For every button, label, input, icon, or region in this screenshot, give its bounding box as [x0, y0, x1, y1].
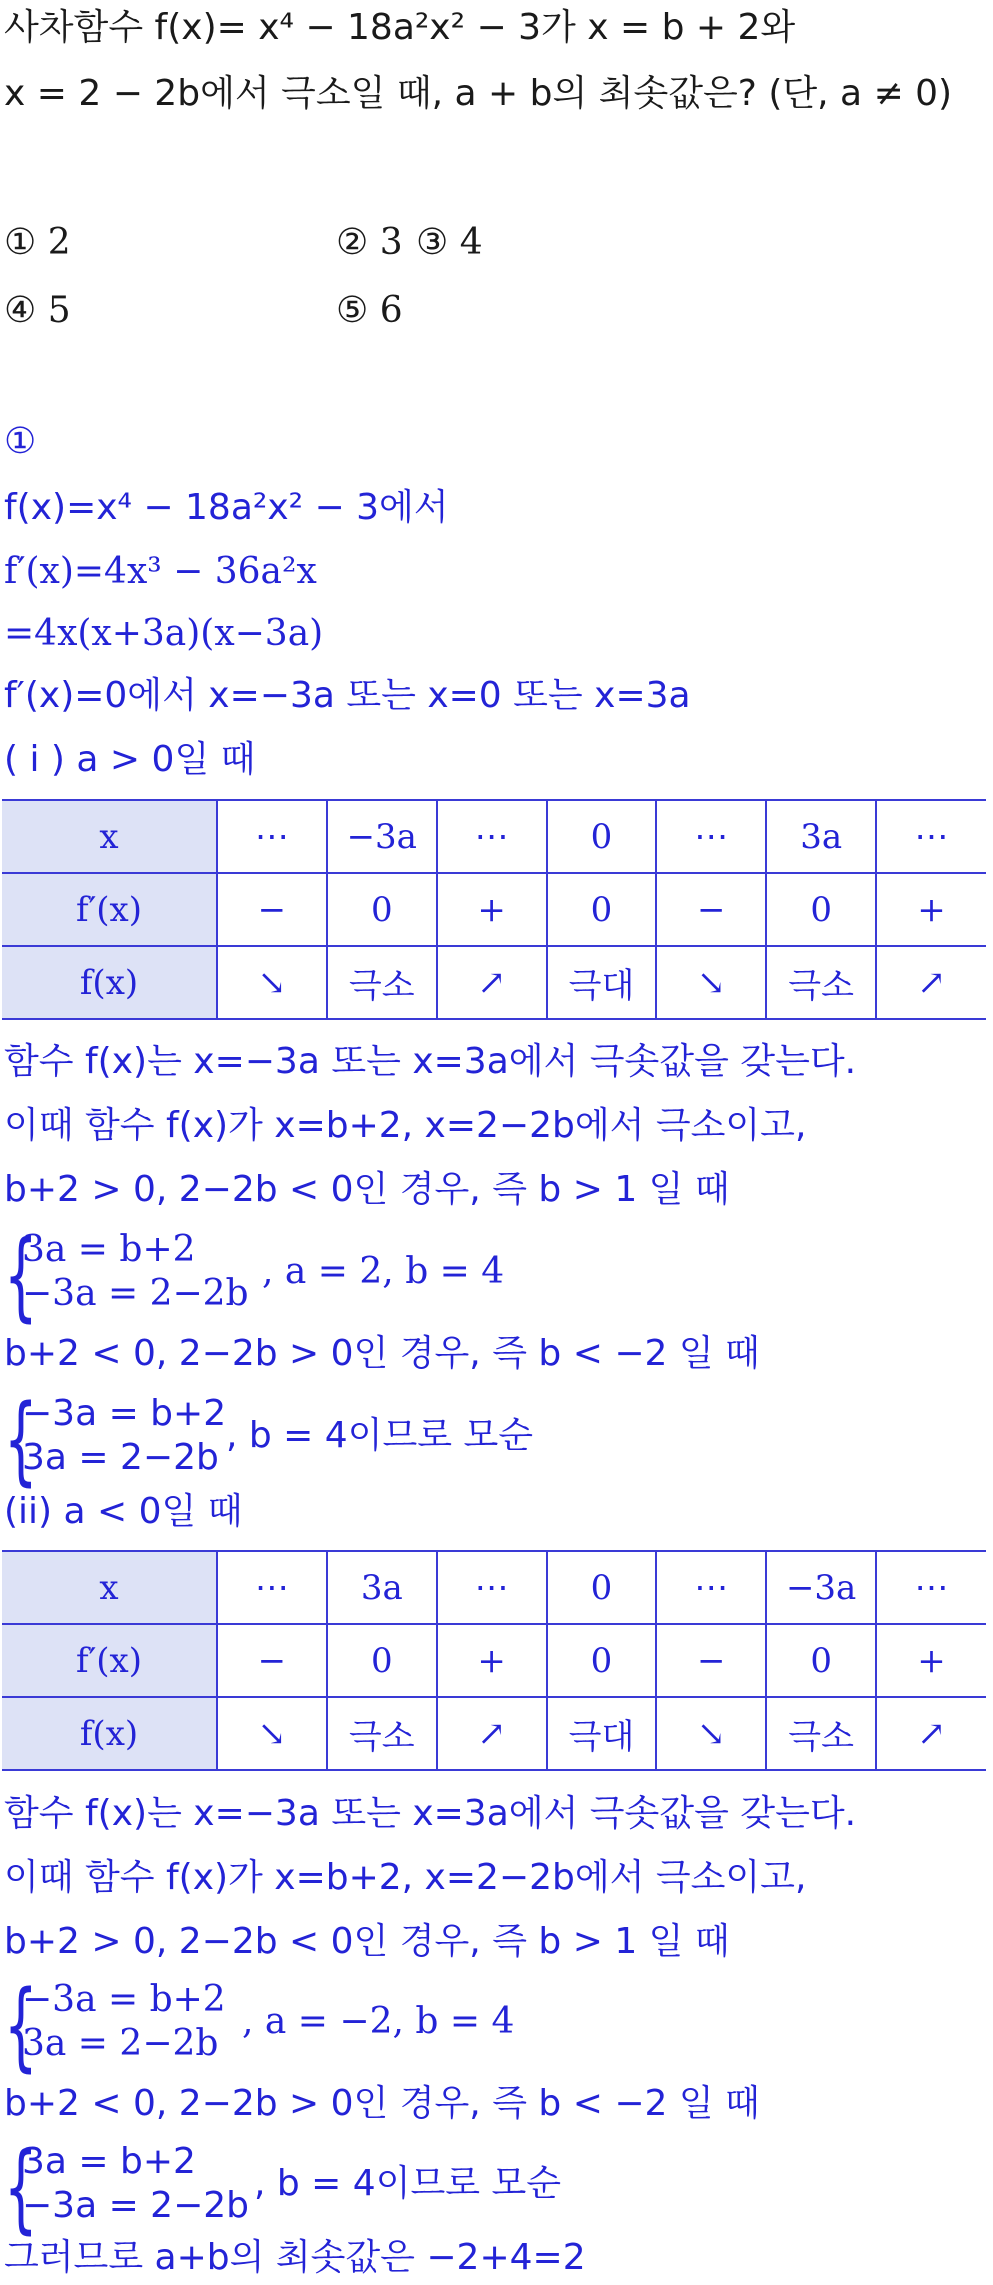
table-cell: 0	[547, 873, 657, 946]
table-cell: +	[876, 1624, 986, 1697]
table-cell: ⋯	[437, 800, 547, 873]
case-2-line-3: b+2 > 0, 2−2b < 0인 경우, 즉 b > 1 일 때	[4, 1921, 730, 1962]
equation-row: −3a = 2−2b	[22, 1273, 249, 1314]
table-row-function	[2, 946, 986, 1019]
table-cell: 0	[547, 1551, 657, 1624]
solution-step-4: f′(x)=0에서 x=−3a 또는 x=0 또는 x=3a	[4, 675, 691, 716]
table-cell: +	[437, 873, 547, 946]
table-cell: ⋯	[437, 1551, 547, 1624]
sign-table-1	[2, 799, 986, 1020]
table-cell: f′(x)	[2, 1624, 217, 1697]
choice-4[interactable]: ④ 5	[4, 290, 71, 331]
table-cell: ⋯	[876, 1551, 986, 1624]
choice-5[interactable]: ⑤ 6	[336, 290, 403, 331]
case-1-line-2: 이때 함수 f(x)가 x=b+2, x=2−2b에서 극소이고,	[4, 1105, 807, 1146]
table-cell: −	[656, 1624, 766, 1697]
table-cell: ↗	[437, 1697, 547, 1770]
case-1-line-4: b+2 < 0, 2−2b > 0인 경우, 즉 b < −2 일 때	[4, 1333, 760, 1374]
table-cell: 3a	[327, 1551, 437, 1624]
table-cell: ↘	[217, 1697, 327, 1770]
case-1-title: ( i ) a > 0일 때	[4, 739, 256, 780]
table-cell: +	[437, 1624, 547, 1697]
table-cell: 0	[766, 1624, 876, 1697]
table-cell: −	[217, 873, 327, 946]
table-cell: −3a	[327, 800, 437, 873]
system-result: , b = 4이므로 모순	[254, 2163, 562, 2204]
table-row-derivative	[2, 1624, 986, 1697]
table-cell: ↘	[656, 946, 766, 1019]
table-cell: f′(x)	[2, 873, 217, 946]
choice-3[interactable]: ③ 4	[416, 222, 483, 263]
table-row-x	[2, 800, 986, 873]
table-cell: ⋯	[656, 1551, 766, 1624]
table-cell: 극소	[327, 1697, 437, 1770]
table-cell: 극소	[766, 946, 876, 1019]
table-cell: −3a	[766, 1551, 876, 1624]
table-cell: 0	[327, 1624, 437, 1697]
table-cell: ⋯	[656, 800, 766, 873]
table-cell: 0	[327, 873, 437, 946]
case-2-title: (ii) a < 0일 때	[4, 1491, 243, 1532]
system-result: , a = 2, b = 4	[262, 1251, 505, 1292]
equation-row: −3a = b+2	[22, 1979, 226, 2020]
solution-step-2: f′(x)=4x³ − 36a²x	[4, 551, 317, 592]
table-row-function	[2, 1697, 986, 1770]
case-2-line-4: b+2 < 0, 2−2b > 0인 경우, 즉 b < −2 일 때	[4, 2083, 760, 2124]
answer-mark: ①	[4, 421, 37, 462]
table-cell: −	[656, 873, 766, 946]
solution-step-3: =4x(x+3a)(x−3a)	[4, 613, 324, 654]
table-cell: 극대	[547, 946, 657, 1019]
equation-row: −3a = b+2	[22, 1393, 227, 1434]
equation-row: 3a = b+2	[22, 1229, 196, 1270]
table-cell: 3a	[766, 800, 876, 873]
table-cell: 극대	[547, 1697, 657, 1770]
sign-table-2	[2, 1550, 986, 1771]
case-2-line-1: 함수 f(x)는 x=−3a 또는 x=3a에서 극솟값을 갖는다.	[4, 1793, 857, 1834]
table-cell: ↗	[876, 946, 986, 1019]
table-cell: −	[217, 1624, 327, 1697]
table-cell: ↘	[656, 1697, 766, 1770]
equation-row: −3a = 2−2b	[22, 2185, 250, 2226]
choice-2[interactable]: ② 3	[336, 222, 403, 263]
table-cell: ↘	[217, 946, 327, 1019]
question-line-1: 사차함수 f(x)= x⁴ − 18a²x² − 3가 x = b + 2와	[4, 7, 796, 48]
table-cell: f(x)	[2, 946, 217, 1019]
table-cell: ⋯	[217, 800, 327, 873]
table-cell: 0	[547, 1624, 657, 1697]
system-result: , a = −2, b = 4	[242, 2001, 515, 2042]
table-cell: ⋯	[876, 800, 986, 873]
solution-step-1: f(x)=x⁴ − 18a²x² − 3에서	[4, 487, 449, 528]
table-cell: 극소	[327, 946, 437, 1019]
table-cell: +	[876, 873, 986, 946]
conclusion: 그러므로 a+b의 최솟값은 −2+4=2	[4, 2237, 586, 2278]
table-cell: f(x)	[2, 1697, 217, 1770]
choice-1[interactable]: ① 2	[4, 222, 71, 263]
table-row-derivative	[2, 873, 986, 946]
table-cell: ↗	[876, 1697, 986, 1770]
case-1-line-1: 함수 f(x)는 x=−3a 또는 x=3a에서 극솟값을 갖는다.	[4, 1041, 857, 1082]
equation-row: 3a = b+2	[22, 2141, 196, 2182]
case-1-line-3: b+2 > 0, 2−2b < 0인 경우, 즉 b > 1 일 때	[4, 1169, 730, 1210]
table-cell: 0	[766, 873, 876, 946]
table-cell: 0	[547, 800, 657, 873]
system-result: , b = 4이므로 모순	[226, 1415, 534, 1456]
case-2-line-2: 이때 함수 f(x)가 x=b+2, x=2−2b에서 극소이고,	[4, 1857, 807, 1898]
table-cell: ↗	[437, 946, 547, 1019]
table-cell: x	[2, 1551, 217, 1624]
table-cell: x	[2, 800, 217, 873]
table-cell: ⋯	[217, 1551, 327, 1624]
table-row-x	[2, 1551, 986, 1624]
equation-row: 3a = 2−2b	[22, 2023, 219, 2064]
question-line-2: x = 2 − 2b에서 극소일 때, a + b의 최솟값은? (단, a ≠ 0)	[4, 73, 953, 114]
equation-row: 3a = 2−2b	[22, 1437, 219, 1478]
table-cell: 극소	[766, 1697, 876, 1770]
